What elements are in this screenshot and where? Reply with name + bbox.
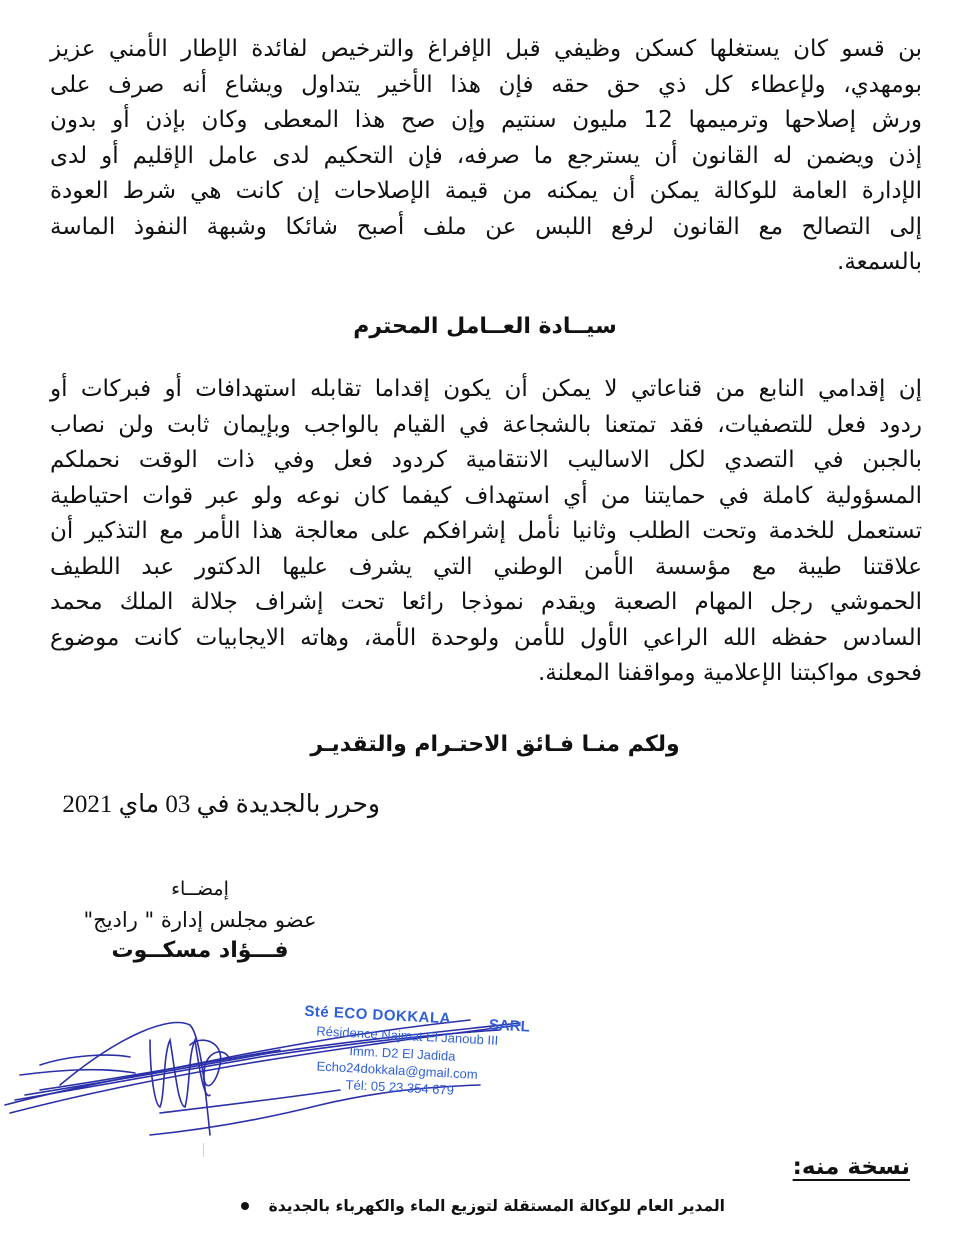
stamp-building: Imm. D2 El Jadida — [349, 1043, 456, 1064]
stamp-phone: Tél: 05 23 354 679 — [345, 1077, 455, 1098]
body-paragraph — [50, 372, 922, 692]
closing-heading: ولكم منـا فـائق الاحتـرام والتقديـر — [310, 732, 680, 757]
recipient-text: المدير العام للوكالة المستقلة لتوزيع الماء والكهرباء بالجديدة — [268, 1197, 725, 1215]
company-stamp — [284, 1000, 549, 1123]
paragraph-line: بالسمعة. — [837, 249, 922, 275]
list-item — [241, 1197, 725, 1215]
paragraph-line: إذن ويضمن له القانون أن يسترجع ما صرفه، فإن التحكيم لدى عامل الإقليم أو لدى — [50, 142, 922, 169]
paragraph-line: تستعمل للخدمة وتحت الطلب وثانيا نأمل إشرافكم على معالجة هذا الأمر مع التذكير أن — [50, 518, 922, 544]
date-line: وحرر بالجديدة في 03 ماي 2021 — [62, 791, 380, 818]
signature-block — [40, 874, 360, 966]
copy-recipients-list — [241, 1197, 725, 1215]
stamp-residence: Résidence Najmat El Janoub III — [316, 1023, 499, 1048]
paragraph-line: الحموشي رجل المهام الصعبة ويقدم نموذجا رائعا تحت إشراف جلالة الملك محمد — [50, 589, 922, 615]
copy-to-heading: نسخة منه: — [792, 1154, 910, 1180]
paragraph-line: إن إقدامي النابع من قناعاتي لا يمكن أن يكون إقداما تقابله استهدافات أو فبركات أو — [50, 376, 922, 402]
paragraph-line: بالجبن في التصدي لكل الاساليب الانتقامية كردود فعل وفي ذات الوقت نحملكم — [50, 447, 922, 473]
stamp-legal-form: SARL — [488, 1016, 531, 1036]
paragraph-line: السادس حفظه الله الراعي الأول للأمن ولوحدة الأمة، وهاته الايجابيات كانت موضوع — [50, 624, 922, 651]
scan-artifact — [203, 1143, 204, 1157]
paragraph-line: المسؤولية كاملة في حمايتنا من أي استهداف كيفما كان نوعه ولو عبر قوات احتياطية — [50, 482, 922, 509]
stamp-company: Sté ECO DOKKALA — [303, 1002, 452, 1028]
paragraph-line: إلى التصالح مع القانون لرفع اللبس عن ملف أصبح شائكا وشبهة النفوذ الماسة — [50, 213, 922, 240]
signatory-role: عضو مجلس إدارة " راديج" — [83, 908, 317, 932]
paragraph-line: ورش إصلاحها وترميمها 12 مليون سنتيم وإن صح هذا المعطى وكان بإذن أو بدون — [50, 107, 923, 133]
paragraph-line: الإدارة العامة للوكالة يمكن أن يمكنه من قيمة الإصلاحات إن كانت هي شرط العودة — [50, 178, 922, 204]
signatory-name: فـــؤاد مسكــوت — [111, 938, 289, 963]
paragraph-line: ردود فعل للتصفيات، فقد تمتعنا بالشجاعة في القيام بالواجب وبإيمان ثابت ولن نصاب — [50, 411, 922, 438]
intro-paragraph — [50, 32, 922, 281]
paragraph-line: بن قسو كان يستغلها كسكن وظيفي قبل الإفراغ والترخيص لفائدة الإطار الأمني عزيز — [50, 36, 922, 62]
paragraph-line: علاقتنا طيبة مع مؤسسة الأمن الوطني التي يشرف عليها الدكتور عبد اللطيف — [50, 553, 922, 580]
paragraph-line: فحوى مواكبتنا الإعلامية ومواقفنا المعلنة. — [537, 660, 922, 686]
stamp-email: Echo24dokkala@gmail.com — [316, 1058, 479, 1082]
bullet-icon — [241, 1202, 249, 1210]
paragraph-line: بومهدي، ولإعطاء كل ذي حق حقه فإن هذا الأخير يتداول ويشاع أنه صرف على — [50, 71, 922, 98]
salutation-heading: سيــادة العــامل المحترم — [353, 314, 617, 339]
signature-label: إمضــاء — [171, 878, 229, 900]
